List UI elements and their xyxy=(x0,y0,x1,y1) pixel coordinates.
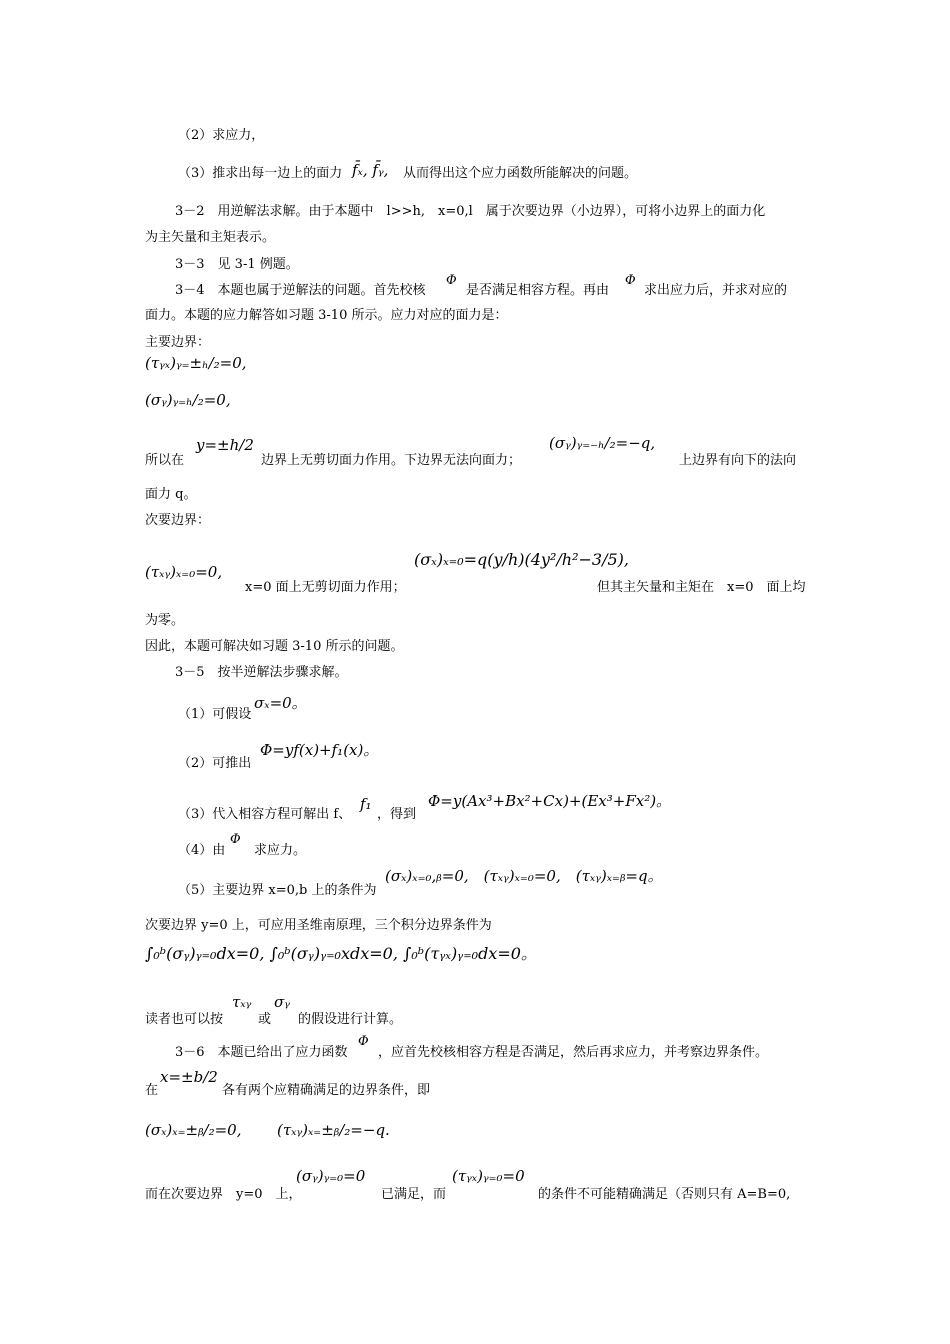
text-line: （4）由 xyxy=(178,843,226,858)
text-line: 3－2 用逆解法求解。由于本题中 l>>h, x=0,l 属于次要边界（小边界），可将小边界上的面力化 xyxy=(175,204,766,219)
text-line: 的假设进行计算。 xyxy=(298,1012,403,1027)
text-line: 是否满足相容方程。再由 xyxy=(466,283,610,298)
text-line: 3－5 按半逆解法步骤求解。 xyxy=(175,665,348,680)
phi-symbol: Φ xyxy=(625,273,636,288)
math-phi-full: Φ=y(Ax³+Bx²+Cx)+(Ex³+Fx²)。 xyxy=(428,792,672,810)
text-line: 面力 q。 xyxy=(145,487,197,502)
text-line: ，应首先校核相容方程是否满足，然后再求应力，并考察边界条件。 xyxy=(378,1045,769,1060)
text-line: 已满足，而 xyxy=(381,1187,447,1202)
math-x-pm-b2: x=±b/2 xyxy=(160,1068,218,1086)
math-fx-fy: f̄ₓ, f̄ᵧ, xyxy=(352,161,389,179)
text-line: 或 xyxy=(258,1012,272,1027)
math-main-bc: (σₓ)ₓ₌₀,ᵦ=0, (τₓᵧ)ₓ₌₀=0, (τₓᵧ)ₓ₌ᵦ=q。 xyxy=(385,867,663,885)
math-tau-xy: τₓᵧ xyxy=(232,993,252,1011)
text-line: 主要边界： xyxy=(145,335,211,350)
text-line: （2）可推出 xyxy=(178,756,252,771)
text-line: 求出应力后，并求对应的 xyxy=(644,283,788,298)
math-sigma-y: σᵧ xyxy=(274,993,290,1011)
math-tau-yx-main: (τᵧₓ)ᵧ₌±ₕ/₂=0, xyxy=(145,354,247,372)
text-line: （3）推求出每一边上的面力 xyxy=(178,166,343,181)
text-line: 读者也可以按 xyxy=(145,1012,224,1027)
text-line: 3－6 本题已给出了应力函数 xyxy=(175,1045,348,1060)
math-sigma-x-eq0: σₓ=0。 xyxy=(254,694,307,712)
text-line: 上边界有向下的法向 xyxy=(679,453,797,468)
text-line: （3）代入相容方程可解出 f、 xyxy=(178,807,352,822)
math-f1: f₁ xyxy=(360,795,372,813)
text-line: 所以在 xyxy=(145,453,185,468)
text-line: 3－4 本题也属于逆解法的问题。首先校核 xyxy=(175,283,426,298)
text-line: 边界上无剪切面力作用。下边界无法向面力； xyxy=(261,453,522,468)
text-line: 因此，本题可解决如习题 3-10 所示的问题。 xyxy=(145,639,404,654)
text-line: 从而得出这个应力函数所能解决的问题。 xyxy=(403,166,638,181)
math-tau-xy-x0: (τₓᵧ)ₓ₌₀=0, xyxy=(145,563,223,581)
math-phi-yf: Φ=yf(x)+f₁(x)。 xyxy=(260,741,379,759)
math-sigma-y-y0: (σᵧ)ᵧ₌₀=0 xyxy=(296,1167,366,1185)
text-line: 为零。 xyxy=(145,613,185,628)
math-sigma-x-x0: (σₓ)ₓ₌₀=q(y/h)(4y²/h²−3/5), xyxy=(414,550,629,569)
text-line: x=0 面上无剪切面力作用； xyxy=(245,580,406,595)
text-line: 求应力。 xyxy=(254,843,307,858)
text-line: 而在次要边界 y=0 上， xyxy=(145,1187,302,1202)
phi-symbol: Φ xyxy=(230,832,241,847)
text-line: 但其主矢量和主矩在 x=0 面上均 xyxy=(597,580,806,595)
text-line: 在 xyxy=(145,1083,159,1098)
math-y-pm-h2: y=±h/2 xyxy=(196,436,254,454)
text-line: 3－3 见 3-1 例题。 xyxy=(175,257,299,272)
text-line: 次要边界 y=0 上，可应用圣维南原理，三个积分边界条件为 xyxy=(145,918,492,933)
text-line: （2）求应力， xyxy=(178,128,265,143)
math-sigma-y-main: (σᵧ)ᵧ₌ₕ/₂=0, xyxy=(145,391,231,409)
math-sigma-y-minus: (σᵧ)ᵧ₌₋ₕ/₂=−q, xyxy=(549,434,656,452)
text-line: 为主矢量和主矩表示。 xyxy=(145,230,276,245)
text-line: 次要边界： xyxy=(145,513,211,528)
text-line: ，得到 xyxy=(377,807,417,822)
math-integrals: ∫₀ᵇ(σᵧ)ᵧ₌₀dx=0, ∫₀ᵇ(σᵧ)ᵧ₌₀xdx=0, ∫₀ᵇ(τᵧₓ)ᵧ₌₀dx=0。 xyxy=(145,944,537,963)
text-line: （1）可假设 xyxy=(178,707,252,722)
text-line: （5）主要边界 x=0,b 上的条件为 xyxy=(178,883,377,898)
math-tau-xy-b2: (τₓᵧ)ₓ₌±ᵦ/₂=−q. xyxy=(277,1121,390,1139)
math-tau-yx-y0: (τᵧₓ)ᵧ₌₀=0 xyxy=(452,1167,525,1185)
text-line: 面力。本题的应力解答如习题 3-10 所示。应力对应的面力是： xyxy=(145,308,508,323)
phi-symbol: Φ xyxy=(446,273,457,288)
phi-symbol: Φ xyxy=(358,1034,369,1049)
text-line: 各有两个应精确满足的边界条件，即 xyxy=(222,1083,431,1098)
text-line: 的条件不可能精确满足（否则只有 A=B=0, xyxy=(538,1187,791,1202)
math-sigma-x-b2: (σₓ)ₓ₌±ᵦ/₂=0, xyxy=(145,1121,242,1139)
